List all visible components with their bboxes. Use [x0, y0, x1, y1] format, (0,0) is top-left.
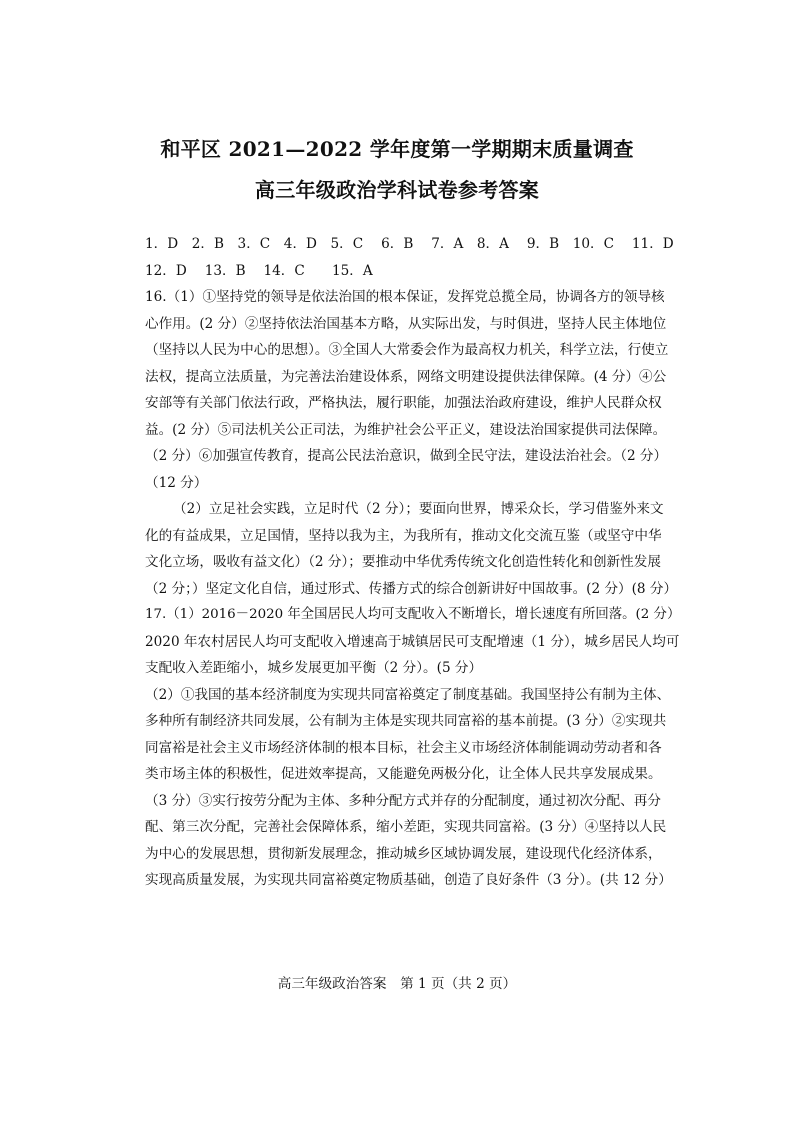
document-subtitle: 高三年级政治学科试卷参考答案 [254, 178, 540, 202]
answer-line: 实现高质量发展，为实现共同富裕奠定物质基础，创造了良好条件（3 分）。(共 12 分） [145, 872, 672, 888]
answer-line: （3 分）③实行按劳分配为主体、多种分配方式并存的分配制度，通过初次分配、再分 [145, 792, 661, 809]
answer-line: 益。(2 分）⑤司法机关公正司法，为维护社会公平正义，建设法治国家提供司法保障。 [145, 421, 667, 438]
document-title: 和平区 2021—2022 学年度第一学期期末质量调查 [160, 137, 634, 161]
answer-line: 17.（1）2016－2020 年全国居民人均可支配收入不断增长，增长速度有所回落。(2 分） [145, 607, 680, 622]
answer-line: 文化立场，吸收有益文化）（2 分）；要推动中华优秀传统文化创造性转化和创新性发展 [145, 554, 661, 570]
answer-line: （2）①我国的基本经济制度为实现共同富裕奠定了制度基础。我国坚持公有制为主体、 [145, 686, 671, 703]
answer-line: 12．D 13．B 14．C 15．A [145, 262, 373, 279]
answer-line: （2 分）⑥加强宣传教育，提高公民法治意识，做到全民守法，建设法治社会。（2 分） [145, 448, 668, 464]
answer-line: 1．D 2．B 3．C 4．D 5．C 6．B 7．A 8．A 9．B 10．C 11．D [145, 236, 674, 252]
answer-line: （2）立足社会实践，立足时代（2 分）；要面向世界，博采众长，学习借鉴外来文 [173, 501, 664, 517]
answer-line: 法权，提高立法质量，为完善法治建设体系，网络文明建设提供法律保障。(4 分）④公 [145, 368, 667, 385]
answer-line: （12 分） [145, 474, 208, 491]
answer-line: （坚持以人民为中心的思想）。③全国人大常委会作为最高权力机关，科学立法，行使立 [145, 342, 669, 358]
answer-line: 16.（1）①坚持党的领导是依法治国的根本保证，发挥党总揽全局，协调各方的领导核 [145, 289, 665, 305]
answer-line: 同富裕是社会主义市场经济体制的根本目标，社会主义市场经济体制能调动劳动者和各 [145, 739, 662, 756]
answer-line: 类市场主体的积极性，促进效率提高，又能避免两极分化，让全体人民共享发展成果。 [145, 766, 662, 782]
answer-line: 2020 年农村居民人均可支配收入增速高于城镇居民可支配增速（1 分），城乡居民人均可 [145, 633, 680, 650]
answer-line: 支配收入差距缩小，城乡发展更加平衡（2 分）。(5 分） [145, 660, 483, 676]
answer-line: （2 分；）坚定文化自信，通过形式、传播方式的综合创新讲好中国故事。(2 分）(8 分） [145, 580, 678, 597]
answer-line: 化的有益成果，立足国情，坚持以我为主，为我所有，推动文化交流互鉴（或坚守中华 [145, 527, 662, 544]
answer-line: 心作用。(2 分）②坚持依法治国基本方略，从实际出发，与时俱进，坚持人民主体地位 [145, 315, 667, 332]
answer-line: 为中心的发展思想，贯彻新发展理念，推动城乡区域协调发展，建设现代化经济体系， [145, 845, 662, 862]
answer-line: 配、第三次分配，完善社会保障体系，缩小差距，实现共同富裕。(3 分）④坚持以人民 [145, 819, 667, 835]
answer-body [145, 231, 680, 894]
page-footer: 高三年级政治答案 第 1 页（共 2 页） [277, 976, 517, 992]
answer-line: 多种所有制经济共同发展，公有制为主体是实现共同富裕的基本前提。(3 分）②实现共 [145, 713, 667, 729]
answer-line: 安部等有关部门依法行政，严格执法，履行职能，加强法治政府建设，维护人民群众权 [145, 395, 662, 411]
